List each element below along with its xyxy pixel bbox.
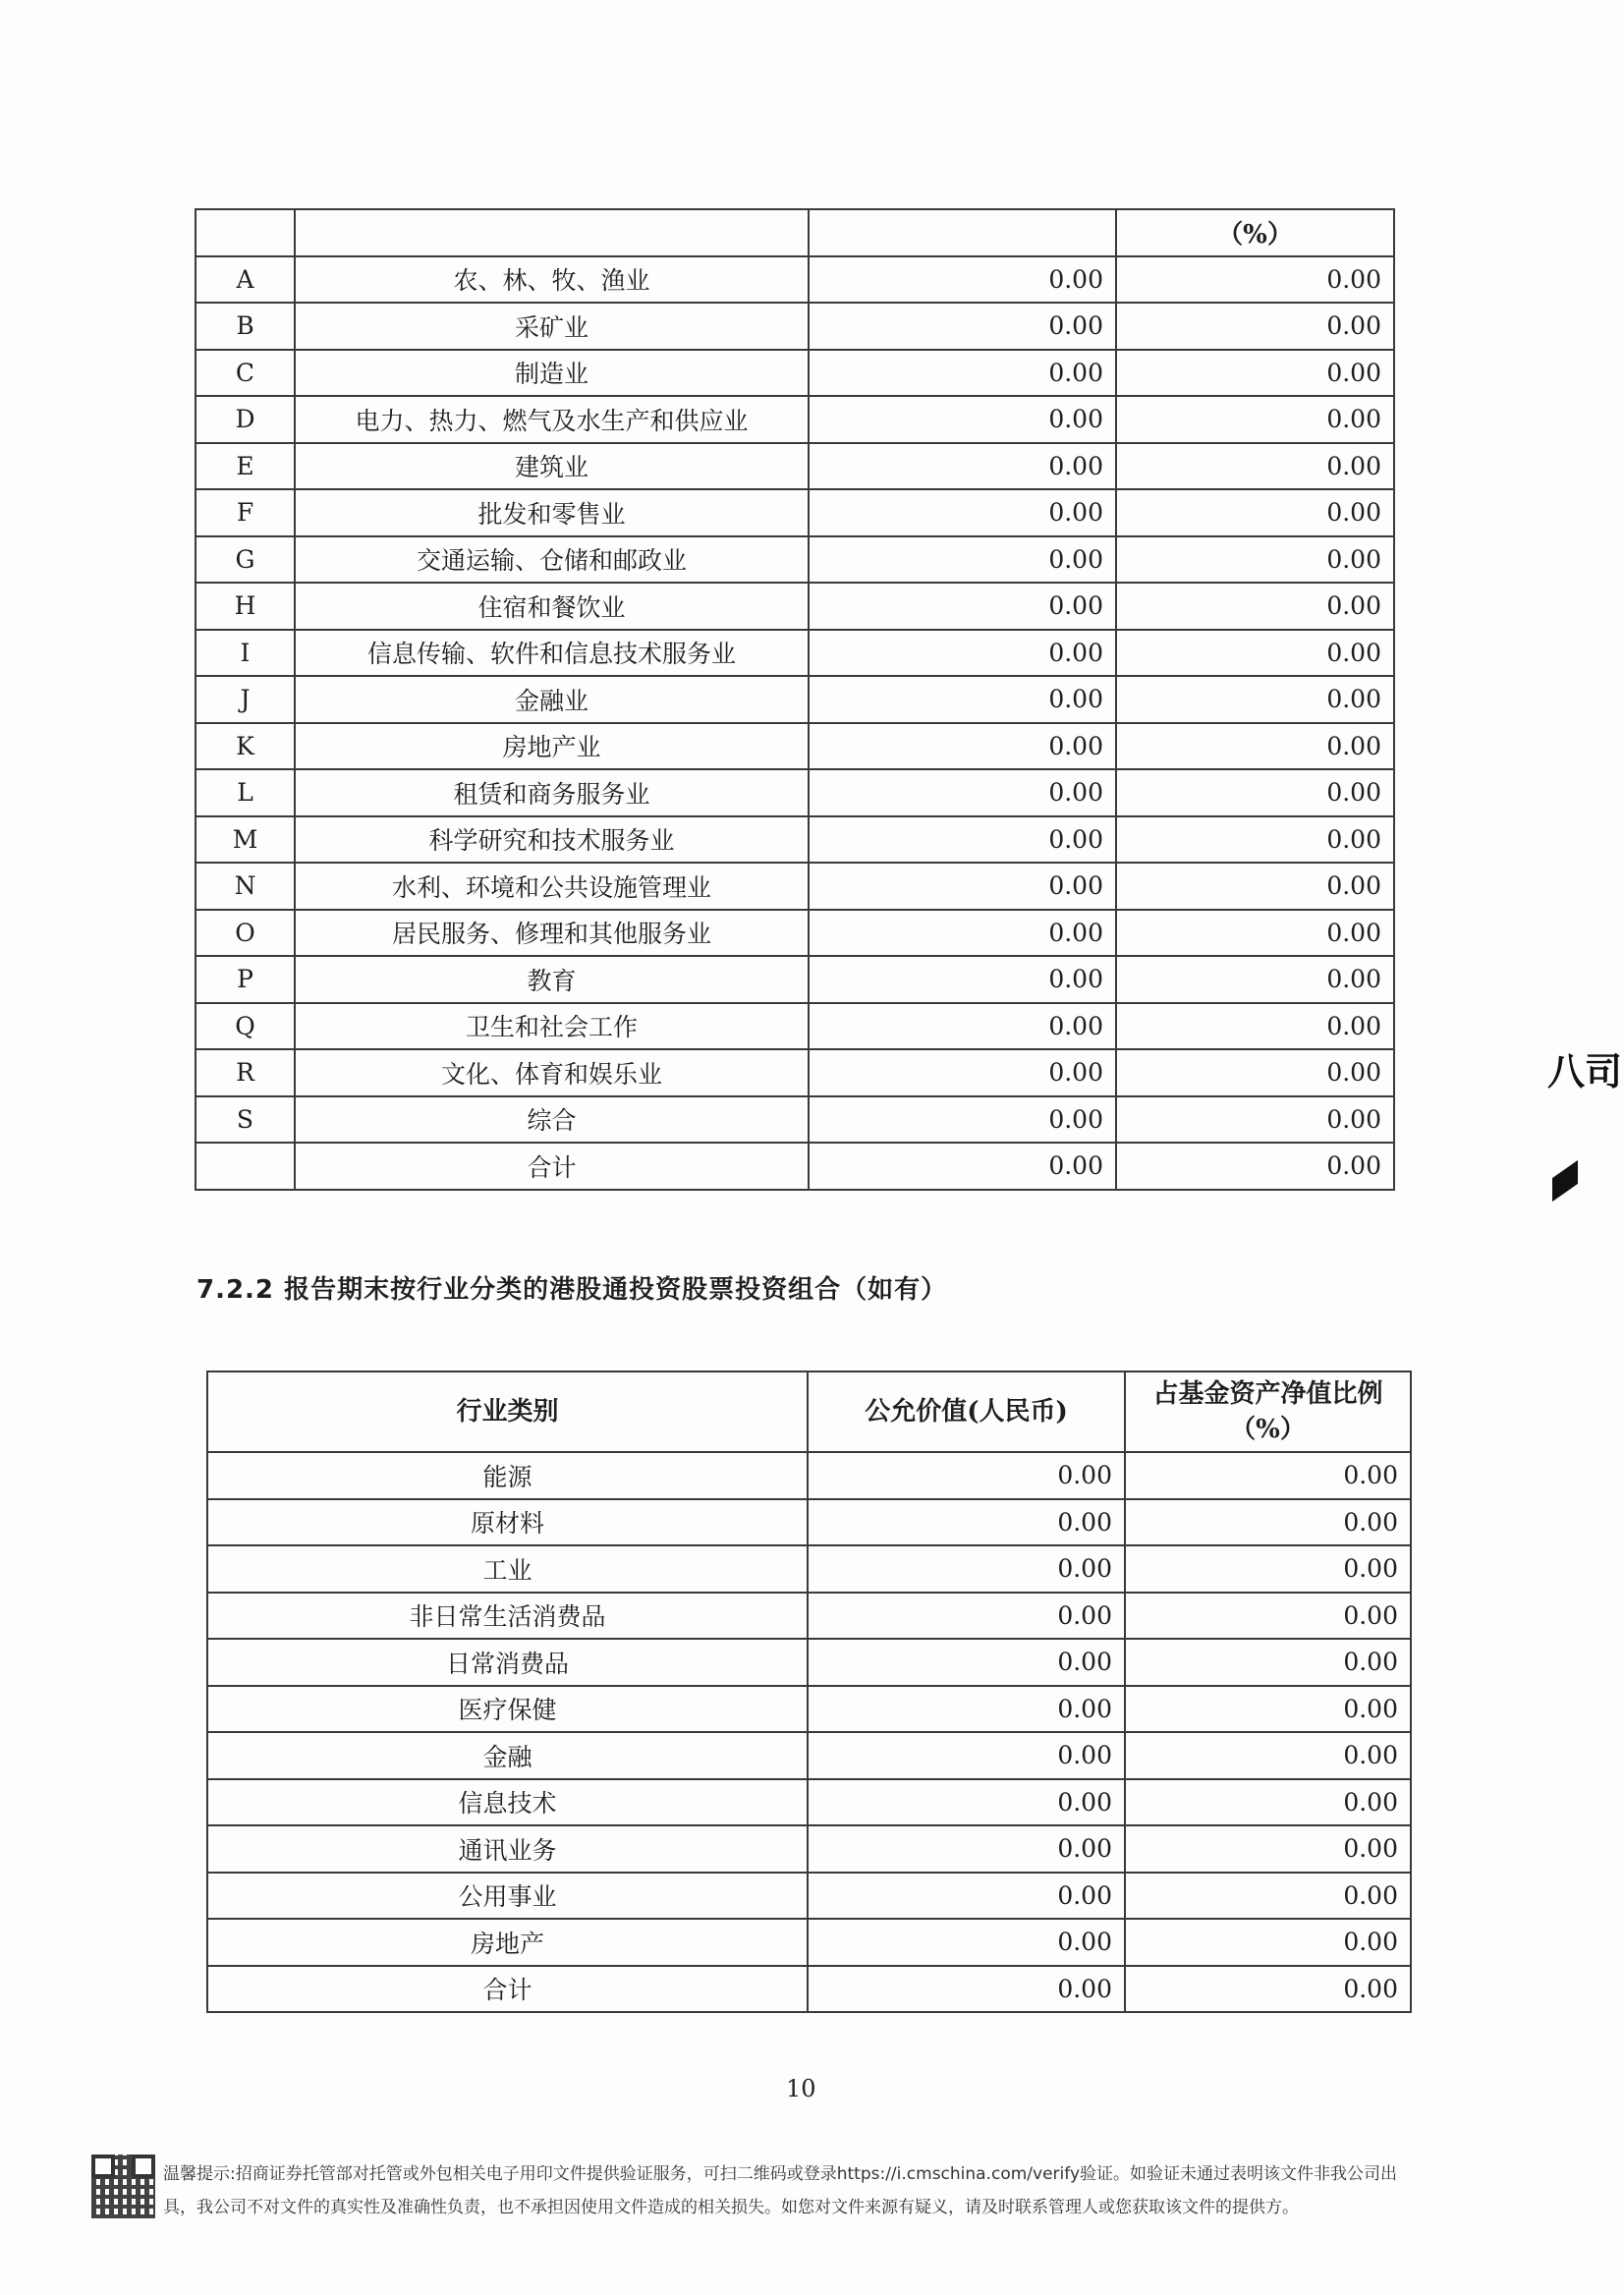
industry-code: S xyxy=(196,1096,295,1144)
fair-value: 0.00 xyxy=(809,956,1116,1003)
ratio-unit-header: （%） xyxy=(1116,209,1394,256)
industry-name: 批发和零售业 xyxy=(295,489,809,536)
page-number: 10 xyxy=(786,2075,816,2102)
net-asset-ratio: 0.00 xyxy=(1116,396,1394,443)
table-row xyxy=(196,489,1394,536)
table-row xyxy=(196,256,1394,304)
net-asset-ratio: 0.00 xyxy=(1116,1049,1394,1096)
net-asset-ratio: 0.00 xyxy=(1125,1545,1411,1593)
net-asset-ratio: 0.00 xyxy=(1116,769,1394,816)
table-row xyxy=(207,1499,1411,1546)
industry-name: 农、林、牧、渔业 xyxy=(295,256,809,304)
industry-name: 租赁和商务服务业 xyxy=(295,769,809,816)
industry-name: 建筑业 xyxy=(295,443,809,490)
net-asset-ratio: 0.00 xyxy=(1125,1686,1411,1733)
industry-table-a-share xyxy=(195,208,1395,1191)
table-header-row xyxy=(196,209,1394,256)
fair-value: 0.00 xyxy=(809,303,1116,350)
fair-value: 0.00 xyxy=(808,1919,1125,1966)
fair-value: 0.00 xyxy=(809,350,1116,397)
fair-value: 0.00 xyxy=(809,443,1116,490)
table-row xyxy=(207,1919,1411,1966)
industry-name: 电力、热力、燃气及水生产和供应业 xyxy=(295,396,809,443)
net-asset-ratio: 0.00 xyxy=(1116,536,1394,584)
fair-value: 0.00 xyxy=(808,1873,1125,1920)
net-asset-ratio: 0.00 xyxy=(1116,1003,1394,1050)
fair-value: 0.00 xyxy=(808,1779,1125,1826)
net-asset-ratio: 0.00 xyxy=(1116,816,1394,864)
header-ratio-line2: （%） xyxy=(1230,1415,1306,1444)
fair-value: 0.00 xyxy=(809,1143,1116,1190)
net-asset-ratio: 0.00 xyxy=(1116,489,1394,536)
industry-code: Q xyxy=(196,1003,295,1050)
fair-value: 0.00 xyxy=(808,1825,1125,1873)
industry-code: P xyxy=(196,956,295,1003)
edge-mark-shape xyxy=(1552,1160,1578,1202)
fair-value: 0.00 xyxy=(809,723,1116,770)
industry-name: 居民服务、修理和其他服务业 xyxy=(295,910,809,957)
industry-code: D xyxy=(196,396,295,443)
industry-name: 教育 xyxy=(295,956,809,1003)
fair-value: 0.00 xyxy=(809,1049,1116,1096)
fair-value: 0.00 xyxy=(809,1003,1116,1050)
net-asset-ratio: 0.00 xyxy=(1116,303,1394,350)
table-row xyxy=(207,1686,1411,1733)
industry-code: H xyxy=(196,583,295,630)
fair-value: 0.00 xyxy=(809,630,1116,677)
table-row xyxy=(196,676,1394,723)
table-header-row xyxy=(207,1371,1411,1452)
table-row xyxy=(196,769,1394,816)
net-asset-ratio: 0.00 xyxy=(1116,676,1394,723)
industry-code: L xyxy=(196,769,295,816)
net-asset-ratio: 0.00 xyxy=(1125,1452,1411,1499)
industry-code: C xyxy=(196,350,295,397)
fair-value: 0.00 xyxy=(808,1452,1125,1499)
industry-name: 采矿业 xyxy=(295,303,809,350)
industry-name: 科学研究和技术服务业 xyxy=(295,816,809,864)
industry-name: 工业 xyxy=(207,1545,808,1593)
fair-value: 0.00 xyxy=(808,1499,1125,1546)
net-asset-ratio: 0.00 xyxy=(1116,443,1394,490)
fair-value: 0.00 xyxy=(809,910,1116,957)
industry-code: E xyxy=(196,443,295,490)
table-row xyxy=(207,1873,1411,1920)
net-asset-ratio: 0.00 xyxy=(1125,1919,1411,1966)
net-asset-ratio: 0.00 xyxy=(1116,863,1394,910)
net-asset-ratio: 0.00 xyxy=(1116,1096,1394,1144)
fair-value: 0.00 xyxy=(808,1966,1125,2013)
industry-name: 水利、环境和公共设施管理业 xyxy=(295,863,809,910)
industry-code: F xyxy=(196,489,295,536)
industry-name: 综合 xyxy=(295,1096,809,1144)
fair-value: 0.00 xyxy=(809,489,1116,536)
industry-code: M xyxy=(196,816,295,864)
footer-line-1: 温馨提示:招商证券托管部对托管或外包相关电子用印文件提供验证服务，可扫二维码或登录https://i.cmschina.com/verify验证。如验证未通过表明该文件非我公司出 xyxy=(163,2164,1398,2184)
industry-name: 公用事业 xyxy=(207,1873,808,1920)
footer-line-2: 具，我公司不对文件的真实性及准确性负责，也不承担因使用文件造成的相关损失。如您对文件来源有疑义，请及时联系管理人或您获取该文件的提供方。 xyxy=(163,2198,1299,2217)
fair-value: 0.00 xyxy=(809,583,1116,630)
fair-value: 0.00 xyxy=(809,769,1116,816)
table-row xyxy=(196,1143,1394,1190)
header-industry: 行业类别 xyxy=(207,1371,808,1452)
net-asset-ratio: 0.00 xyxy=(1116,910,1394,957)
industry-code: A xyxy=(196,256,295,304)
net-asset-ratio: 0.00 xyxy=(1125,1873,1411,1920)
table-row xyxy=(196,910,1394,957)
table-row xyxy=(196,303,1394,350)
industry-name: 卫生和社会工作 xyxy=(295,1003,809,1050)
table-row xyxy=(207,1779,1411,1826)
fair-value: 0.00 xyxy=(809,396,1116,443)
header-ratio-line1: 占基金资产净值比例 xyxy=(1152,1379,1383,1409)
table-row xyxy=(196,1003,1394,1050)
industry-name: 医疗保健 xyxy=(207,1686,808,1733)
net-asset-ratio: 0.00 xyxy=(1125,1639,1411,1686)
industry-code: G xyxy=(196,536,295,584)
industry-name: 通讯业务 xyxy=(207,1825,808,1873)
industry-name: 住宿和餐饮业 xyxy=(295,583,809,630)
fair-value: 0.00 xyxy=(809,816,1116,864)
table-row xyxy=(207,1732,1411,1779)
table-row xyxy=(196,863,1394,910)
industry-name: 金融业 xyxy=(295,676,809,723)
industry-code: R xyxy=(196,1049,295,1096)
industry-name: 房地产业 xyxy=(295,723,809,770)
industry-name: 制造业 xyxy=(295,350,809,397)
section-heading: 7.2.2 报告期末按行业分类的港股通投资股票投资组合（如有） xyxy=(196,1275,948,1305)
table-row xyxy=(196,1049,1394,1096)
industry-code: J xyxy=(196,676,295,723)
industry-name: 能源 xyxy=(207,1452,808,1499)
net-asset-ratio: 0.00 xyxy=(1125,1499,1411,1546)
industry-name: 文化、体育和娱乐业 xyxy=(295,1049,809,1096)
industry-name: 日常消费品 xyxy=(207,1639,808,1686)
net-asset-ratio: 0.00 xyxy=(1116,256,1394,304)
table-row xyxy=(196,443,1394,490)
fair-value: 0.00 xyxy=(809,863,1116,910)
industry-name: 信息技术 xyxy=(207,1779,808,1826)
industry-code: K xyxy=(196,723,295,770)
table-row xyxy=(196,1096,1394,1144)
fair-value: 0.00 xyxy=(808,1686,1125,1733)
industry-table-hk-connect xyxy=(206,1371,1412,2013)
header-fair-value: 公允价值(人民币) xyxy=(808,1371,1125,1452)
net-asset-ratio: 0.00 xyxy=(1125,1779,1411,1826)
fair-value: 0.00 xyxy=(808,1545,1125,1593)
industry-name: 合计 xyxy=(207,1966,808,2013)
fair-value: 0.00 xyxy=(809,676,1116,723)
net-asset-ratio: 0.00 xyxy=(1125,1593,1411,1640)
fair-value: 0.00 xyxy=(809,1096,1116,1144)
edge-seal-fragment: 八司 xyxy=(1547,1049,1623,1093)
net-asset-ratio: 0.00 xyxy=(1116,583,1394,630)
table-row xyxy=(196,536,1394,584)
net-asset-ratio: 0.00 xyxy=(1116,630,1394,677)
industry-name: 房地产 xyxy=(207,1919,808,1966)
fair-value: 0.00 xyxy=(809,256,1116,304)
net-asset-ratio: 0.00 xyxy=(1116,956,1394,1003)
industry-name: 信息传输、软件和信息技术服务业 xyxy=(295,630,809,677)
table-row xyxy=(207,1966,1411,2013)
net-asset-ratio: 0.00 xyxy=(1125,1966,1411,2013)
net-asset-ratio: 0.00 xyxy=(1125,1825,1411,1873)
table-row xyxy=(196,396,1394,443)
industry-name: 非日常生活消费品 xyxy=(207,1593,808,1640)
industry-code: B xyxy=(196,303,295,350)
fair-value: 0.00 xyxy=(808,1732,1125,1779)
industry-code: I xyxy=(196,630,295,677)
industry-name: 原材料 xyxy=(207,1499,808,1546)
table-row xyxy=(196,350,1394,397)
net-asset-ratio: 0.00 xyxy=(1116,723,1394,770)
net-asset-ratio: 0.00 xyxy=(1116,350,1394,397)
industry-code xyxy=(196,1143,295,1190)
net-asset-ratio: 0.00 xyxy=(1125,1732,1411,1779)
table-row xyxy=(207,1452,1411,1499)
table-row xyxy=(196,816,1394,864)
table-row xyxy=(196,630,1394,677)
qr-code-icon xyxy=(91,2155,155,2218)
net-asset-ratio: 0.00 xyxy=(1116,1143,1394,1190)
fair-value: 0.00 xyxy=(808,1639,1125,1686)
table-row xyxy=(207,1825,1411,1873)
industry-name: 交通运输、仓储和邮政业 xyxy=(295,536,809,584)
fair-value: 0.00 xyxy=(809,536,1116,584)
table-row xyxy=(196,723,1394,770)
table-row xyxy=(207,1639,1411,1686)
industry-code: N xyxy=(196,863,295,910)
table-row xyxy=(207,1593,1411,1640)
table-row xyxy=(196,583,1394,630)
fair-value: 0.00 xyxy=(808,1593,1125,1640)
table-row xyxy=(207,1545,1411,1593)
header-ratio xyxy=(1125,1371,1411,1452)
industry-name: 金融 xyxy=(207,1732,808,1779)
industry-code: O xyxy=(196,910,295,957)
footer-disclaimer xyxy=(163,2157,1411,2224)
industry-name: 合计 xyxy=(295,1143,809,1190)
table-row xyxy=(196,956,1394,1003)
